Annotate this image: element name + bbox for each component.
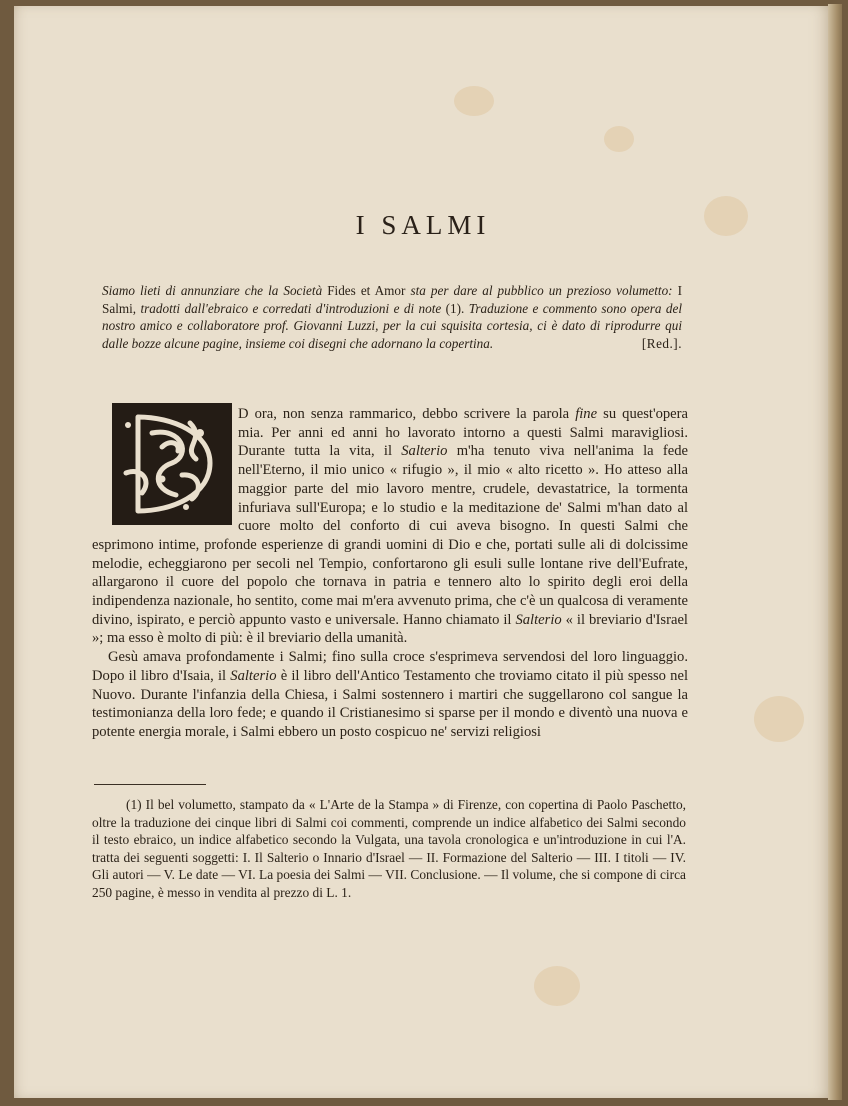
- editorial-intro: [102, 282, 682, 352]
- page-edge: [828, 4, 842, 1100]
- text-run: ora, non senza rammarico, debbo scrivere la parola: [254, 406, 576, 422]
- intro-book-title: I Salmi,: [102, 283, 683, 316]
- page-title: I SALMI: [355, 210, 491, 240]
- main-text: [92, 405, 688, 742]
- paper-stain: [604, 126, 634, 152]
- text-run-italic: Salterio: [401, 443, 448, 460]
- footnote-divider: [94, 784, 206, 785]
- intro-text-2: sta per dare al pubblico un prezioso volumetto:: [410, 283, 673, 298]
- text-run: m'ha tenuto viva nell'anima la fede nell'Eterno, il mio unico « rifugio », il mio « alto ricetto ». Ho atteso alla maggior parte del mio lavoro mentre, crudele, devastatrice, la tormenta infuriava sull'Europa; e lo studio e la meditazione de' Salmi m'han dato al cuore molto del conforto di cui aveva bisogno. In questi Salmi che esprimono intime, profonde esperienze di grandi uomini di Dio e che, portati sulle ali di dolcissime melodie, echeggiarono per secoli nel Tempio, confortarono gli esuli sulle lontane rive dell'Eufrate, allargarono il cuore del popolo che tornava in patria e tennero alto lo spirito degli eroi della indipendenza nazionale, ho sentito, come mai m'era avvenuto prima, che c'è un qualcosa di veramente divino, ispirato, e perciò appunto vasto e universale. Hanno chiamato il: [92, 443, 688, 628]
- paper-stain: [534, 966, 580, 1006]
- paper-stain: [754, 696, 804, 742]
- editor-signature: [Red.].: [641, 335, 682, 351]
- intro-note-ref: (1).: [445, 300, 465, 316]
- text-run-italic: Salterio: [515, 611, 562, 628]
- intro-text-4: Traduzione e commento sono opera del nostro amico e collaboratore prof. Giovanni Luzzi, per la cui squisita cortesia, ci è dato di riprodurre qui dalle bozze alcune pagine, insieme coi disegni che adornano la copertina.: [102, 300, 683, 351]
- text-run-italic: Salterio: [230, 667, 277, 684]
- intro-society: Fides et Amor: [327, 283, 406, 298]
- text-run: Gesù amava profondamente i Salmi; fino sulla croce s'esprimeva servendosi del loro linguaggio. Dopo il libro d'Isaia, il: [92, 649, 688, 684]
- footnote-text: (1) Il bel volumetto, stampato da « L'Arte de la Stampa » di Firenze, con copertina di Paolo Paschetto, oltre la traduzione dei cinque libri di Salmi coi commenti, comprende un indice alfabetico dei Salmi secondo il testo ebraico, un indice alfabetico secondo la Vulgata, una tavola cronologica e un'introduzione in cui l'A. tratta dei seguenti soggetti: I. Il Salterio o Innario d'Israel — II. Formazione del Salterio — III. I titoli — IV. Gli autori — V. Le date — VI. La poesia dei Salmi — VII. Conclusione. — Il volume, che si compone di circa 250 pagine, è messo in vendita al prezzo di L. 1.: [92, 797, 686, 900]
- text-run-italic: fine: [575, 406, 598, 422]
- paragraph-2: [92, 648, 688, 742]
- paragraph-1: [92, 405, 688, 648]
- text-run: su quest'opera mia. Per anni ed anni ho lavorato intorno a questi Salmi maravigliosi. Durante tutta la vita, il: [238, 406, 688, 460]
- initial-spacer: [92, 407, 238, 519]
- text-run: « il breviario d'Israel »; ma esso è molto di più: è il breviario della umanità.: [92, 611, 688, 647]
- footnote: [92, 796, 686, 902]
- text-run: è il libro dell'Antico Testamento che troviamo citato il più spesso nel Nuovo. Durante l'infanzia della Chiesa, i Salmi sostennero i martiri che suggellarono col sangue la testimonianza della loro fede; e quando il Cristianesimo si sparse per il mondo e diventò una nuova e potente energia morale, i Salmi ebbero un posto cospicuo ne' servizi religiosi: [92, 667, 688, 740]
- lead-letter: D: [238, 406, 249, 422]
- paper-stain: [454, 86, 494, 116]
- intro-text-3: tradotti dall'ebraico e corredati d'introduzioni e di note: [140, 300, 442, 316]
- intro-text-1: Siamo lieti di annunziare che la Società: [102, 283, 323, 298]
